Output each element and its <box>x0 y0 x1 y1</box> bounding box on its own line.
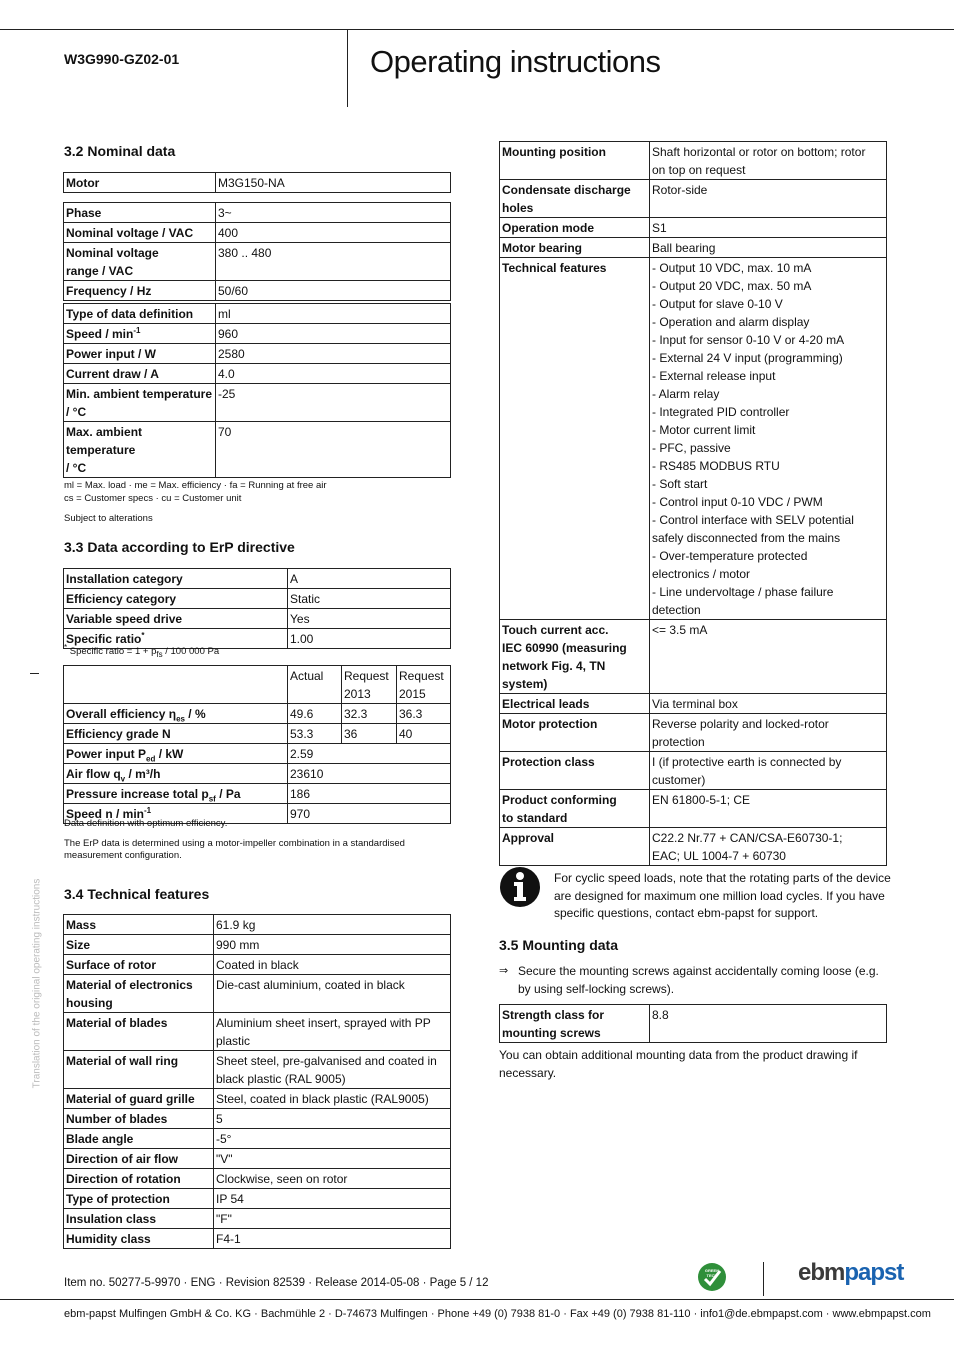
arrow-bullet-icon: ⇒ <box>499 965 509 977</box>
ratio-note-mark: * <box>64 642 68 652</box>
surface-of-rotor-label: Surface of rotor <box>64 955 214 975</box>
table-row <box>64 609 451 629</box>
motor-protection-label: Motor protection <box>500 714 650 752</box>
table-row <box>64 1169 451 1189</box>
material-of-blades-label: Material of blades <box>64 1013 214 1051</box>
approval-value: C22.2 Nr.77 + CAN/CSA-E60730-1; EAC; UL 1004-7 + 60730 <box>650 828 887 866</box>
model-number: W3G990-GZ02-01 <box>64 51 180 67</box>
air-flow-label: Air flow $q_v / m^3/h$ <box>64 764 288 784</box>
material-of-guard-grille-label: Material of guard grille <box>64 1089 214 1109</box>
insulation-class-value: "F" <box>214 1209 451 1229</box>
specific-ratio-note <box>64 642 220 659</box>
table-row <box>64 173 451 193</box>
erp-note-1: Data definition with optimum efficiency. <box>64 818 228 829</box>
current-draw-a-label: Current draw / A <box>64 364 216 384</box>
mounting-note: You can obtain additional mounting data from the product drawing if necessary. <box>499 1048 858 1080</box>
min-ambient-temperature-c-label: Min. ambient temperature / °C <box>64 384 216 422</box>
number-of-blades-value: 5 <box>214 1109 451 1129</box>
direction-of-air-flow-value: "V" <box>214 1149 451 1169</box>
variable-speed-drive-label: Variable speed drive <box>64 609 288 629</box>
humidity-class-value: F4-1 <box>214 1229 451 1249</box>
table-row <box>500 752 887 790</box>
table-row <box>500 180 887 218</box>
green-tech-label: GREEN TECH <box>704 1268 720 1278</box>
erp-speed-label: Speed n / $\min^{-1}$ <box>64 804 288 824</box>
pressure-increase-value: 186 <box>288 784 451 804</box>
cyclic-load-note: For cyclic speed loads, note that the rotating parts of the device are designed for maximum one million load cycles. If you have specific questions, contact ebm-papst for support. <box>554 871 891 920</box>
mounting-instruction: Secure the mounting screws against accidentally coming loose (e.g. by using self-locking screws). <box>518 964 879 996</box>
table-row <box>64 1189 451 1209</box>
table-row <box>64 344 451 364</box>
ebmpapst-logo <box>798 1259 903 1287</box>
efficiency-grade-2015: 40 <box>397 724 451 744</box>
product-conforming-to-standard-label: Product conforming to standard <box>500 790 650 828</box>
table-row <box>64 1051 451 1089</box>
ratio-note-text: Specific ratio = 1 + p <box>67 646 157 657</box>
pressure-increase-label: Pressure increase total $p_{sf}$ / Pa <box>64 784 288 804</box>
table-row <box>64 589 451 609</box>
max-ambient-temperature-c-label: Max. ambient temperature / °C <box>64 422 216 478</box>
electrical-table <box>63 202 451 301</box>
technical-features-title: 3.4 Technical features <box>64 886 210 902</box>
table-row <box>64 1129 451 1149</box>
erp-category-table <box>63 568 451 649</box>
approval-label: Approval <box>500 828 650 866</box>
direction-of-air-flow-label: Direction of air flow <box>64 1149 214 1169</box>
operation-mode-value: S1 <box>650 218 887 238</box>
page-title: Operating instructions <box>370 44 661 79</box>
table-row <box>64 223 451 243</box>
material-of-electronics-housing-value: Die-cast aluminium, coated in black <box>214 975 451 1013</box>
table-row <box>500 620 887 694</box>
table-row <box>64 1209 451 1229</box>
type-of-data-definition-label: Type of data definition <box>64 304 216 324</box>
table-row <box>500 218 887 238</box>
type-of-protection-label: Type of protection <box>64 1189 214 1209</box>
logo-part-ebm: ebm <box>798 1259 845 1286</box>
nominal-voltage-vac-label: Nominal voltage / VAC <box>64 223 216 243</box>
humidity-class-label: Humidity class <box>64 1229 214 1249</box>
blade-angle-value: -5° <box>214 1129 451 1149</box>
table-row <box>64 1229 451 1249</box>
margin-tick <box>30 673 39 674</box>
frequency-hz-label: Frequency / Hz <box>64 281 216 301</box>
protection-class-label: Protection class <box>500 752 650 790</box>
installation-category-value: A <box>288 569 451 589</box>
erp-speed-value: 970 <box>288 804 451 824</box>
technical-features-label: Technical features <box>500 258 650 620</box>
type-of-data-definition-value: ml <box>216 304 451 324</box>
ratio-note-end: / 100 000 Pa <box>162 646 220 657</box>
size-value: 990 mm <box>214 935 451 955</box>
motor-bearing-value: Ball bearing <box>650 238 887 258</box>
motor-label: Motor <box>64 173 216 193</box>
erp-header-blank <box>64 666 288 704</box>
nominal-voltage-range-vac-value: 380 .. 480 <box>216 243 451 281</box>
overall-efficiency-actual: 49.6 <box>288 704 342 724</box>
speed-min-label: Speed / $\min^{-1}$ <box>64 324 216 344</box>
table-row <box>64 569 451 589</box>
installation-category-label: Installation category <box>64 569 288 589</box>
erp-header-actual: Actual <box>288 666 342 704</box>
specific-ratio-label: Specific ratio* <box>64 629 288 649</box>
header-divider <box>347 29 348 107</box>
size-label: Size <box>64 935 214 955</box>
efficiency-category-label: Efficiency category <box>64 589 288 609</box>
specific-ratio-mark: * <box>141 631 145 640</box>
item-number-line: Item no. 50277-5-9970 · ENG · Revision 82539 · Release 2014-05-08 · Page 5 / 12 <box>64 1277 489 1289</box>
motor-table <box>63 172 451 193</box>
mass-label: Mass <box>64 915 214 935</box>
technical-features-value: - Output 10 VDC, max. 10 mA - Output 20 VDC, max. 50 mA - Output for slave 0-10 V - Operation and alarm display - Input for sensor 0-10 V or 4-20 mA - External 24 V input (programming) - External release input - Alarm relay - Integrated PID controller - Motor current limit - PFC, passive - RS485 MODBUS RTU - Soft start - Control input 0-10 VDC / PWM - Control interface with SELV potential safely disconnected from the mains - Over-temperature protected electronics / motor - Line undervoltage / phase failure detection <box>650 258 887 620</box>
direction-of-rotation-value: Clockwise, seen on rotor <box>214 1169 451 1189</box>
logo-divider <box>763 1262 764 1296</box>
protection-class-value: I (if protective earth is connected by customer) <box>650 752 887 790</box>
max-ambient-temperature-c-value: 70 <box>216 422 451 478</box>
product-conforming-to-standard-value: EN 61800-5-1; CE <box>650 790 887 828</box>
power-input-value: 2.59 <box>288 744 451 764</box>
condensate-discharge-holes-label: Condensate discharge holes <box>500 180 650 218</box>
strength-class-for-mounting-screws-label: Strength class for mounting screws <box>500 1005 650 1043</box>
motor-bearing-label: Motor bearing <box>500 238 650 258</box>
erp-title: 3.3 Data according to ErP directive <box>64 539 295 555</box>
air-flow-value: 23610 <box>288 764 451 784</box>
nominal-voltage-range-vac-label: Nominal voltage range / VAC <box>64 243 216 281</box>
material-of-blades-value: Aluminium sheet insert, sprayed with PP plastic <box>214 1013 451 1051</box>
table-row <box>500 694 887 714</box>
motor-value: M3G150-NA <box>216 173 451 193</box>
nominal-legend <box>64 479 327 505</box>
material-of-wall-ring-label: Material of wall ring <box>64 1051 214 1089</box>
mounting-data-title: 3.5 Mounting data <box>499 937 618 953</box>
current-draw-a-value: 4.0 <box>216 364 451 384</box>
table-row <box>64 304 451 324</box>
table-row <box>64 1149 451 1169</box>
legend-line-1: ml = Max. load · me = Max. efficiency · fa = Running at free air <box>64 480 327 491</box>
table-row <box>64 935 451 955</box>
overall-efficiency-2013: 32.3 <box>342 704 397 724</box>
table-row <box>500 142 887 180</box>
table-row <box>500 258 887 620</box>
table-row <box>500 828 887 866</box>
ratio-note-sub: fs <box>156 649 163 659</box>
speed-min-value: 960 <box>216 324 451 344</box>
table-row <box>64 975 451 1013</box>
power-input-w-label: Power input / W <box>64 344 216 364</box>
efficiency-category-value: Static <box>288 589 451 609</box>
table-row <box>64 955 451 975</box>
number-of-blades-label: Number of blades <box>64 1109 214 1129</box>
company-address: ebm-papst Mulfingen GmbH & Co. KG · Bachmühle 2 · D-74673 Mulfingen · Phone +49 (0) 7938 81-0 · Fax +49 (0) 7938 81-110 · info1@de.ebmpapst.com · www.ebmpapst.com <box>64 1308 931 1320</box>
mounting-position-label: Mounting position <box>500 142 650 180</box>
speed-unit-exponent: -1 <box>133 326 141 335</box>
direction-of-rotation-label: Direction of rotation <box>64 1169 214 1189</box>
logo-part-papst: papst <box>844 1259 904 1286</box>
technical-features-table <box>63 914 451 1249</box>
specific-ratio-value: 1.00 <box>288 629 451 649</box>
mounting-table <box>499 1004 887 1043</box>
table-row <box>64 915 451 935</box>
table-row <box>500 790 887 828</box>
mass-value: 61.9 kg <box>214 915 451 935</box>
overall-efficiency-2015: 36.3 <box>397 704 451 724</box>
surface-of-rotor-value: Coated in black <box>214 955 451 975</box>
info-icon <box>499 866 541 908</box>
table-row <box>64 1013 451 1051</box>
touch-current-acc-iec-60990-measuring-ne-value: <= 3.5 mA <box>650 620 887 694</box>
table-row <box>64 1089 451 1109</box>
blade-angle-label: Blade angle <box>64 1129 214 1149</box>
table-row <box>500 1005 887 1043</box>
table-row <box>64 384 451 422</box>
efficiency-grade-2013: 36 <box>342 724 397 744</box>
strength-class-for-mounting-screws-value: 8.8 <box>650 1005 887 1043</box>
mounting-position-value: Shaft horizontal or rotor on bottom; rotor on top on request <box>650 142 887 180</box>
condensate-discharge-holes-value: Rotor-side <box>650 180 887 218</box>
insulation-class-label: Insulation class <box>64 1209 214 1229</box>
table-row <box>64 422 451 478</box>
table-row <box>64 203 451 223</box>
table-row <box>64 364 451 384</box>
erp-note-2: The ErP data is determined using a motor-impeller combination in a standardised measurement configuration. <box>64 838 405 861</box>
subject-to-alterations: Subject to alterations <box>64 513 153 524</box>
legend-line-2: cs = Customer specs · cu = Customer unit <box>64 493 242 504</box>
table-row <box>64 281 451 301</box>
nominal-voltage-vac-value: 400 <box>216 223 451 243</box>
motor-protection-value: Reverse polarity and locked-rotor protection <box>650 714 887 752</box>
touch-current-acc-iec-60990-measuring-ne-label: Touch current acc. IEC 60990 (measuring network Fig. 4, TN system) <box>500 620 650 694</box>
operation-mode-label: Operation mode <box>500 218 650 238</box>
operating-table <box>63 303 451 478</box>
min-ambient-temperature-c-value: -25 <box>216 384 451 422</box>
electrical-leads-label: Electrical leads <box>500 694 650 714</box>
top-rule <box>0 29 954 30</box>
erp-efficiency-table <box>63 665 451 824</box>
efficiency-grade-actual: 53.3 <box>288 724 342 744</box>
frequency-hz-value: 50/60 <box>216 281 451 301</box>
table-row <box>64 1109 451 1129</box>
phase-value: 3~ <box>216 203 451 223</box>
efficiency-grade-label: Efficiency grade N <box>64 724 288 744</box>
material-of-wall-ring-value: Sheet steel, pre-galvanised and coated in black plastic (RAL 9005) <box>214 1051 451 1089</box>
nominal-data-title: 3.2 Nominal data <box>64 143 176 159</box>
electrical-leads-value: Via terminal box <box>650 694 887 714</box>
variable-speed-drive-value: Yes <box>288 609 451 629</box>
table-row <box>500 238 887 258</box>
table-row <box>64 243 451 281</box>
material-of-electronics-housing-label: Material of electronics housing <box>64 975 214 1013</box>
power-input-label: Power input $P_{ed}$ / kW <box>64 744 288 764</box>
erp-header-2015: Request 2015 <box>397 666 451 704</box>
table-row <box>500 714 887 752</box>
footer-rule <box>0 1299 954 1300</box>
erp-header-2013: Request 2013 <box>342 666 397 704</box>
translation-side-note: Translation of the original operating instructions <box>31 878 43 1089</box>
type-of-protection-value: IP 54 <box>214 1189 451 1209</box>
overall-efficiency-label: Overall efficiency $\eta_{es}$ / % <box>64 704 288 724</box>
phase-label: Phase <box>64 203 216 223</box>
table-row <box>64 324 451 344</box>
motor-details-table <box>499 141 887 866</box>
material-of-guard-grille-value: Steel, coated in black plastic (RAL9005) <box>214 1089 451 1109</box>
power-input-w-value: 2580 <box>216 344 451 364</box>
